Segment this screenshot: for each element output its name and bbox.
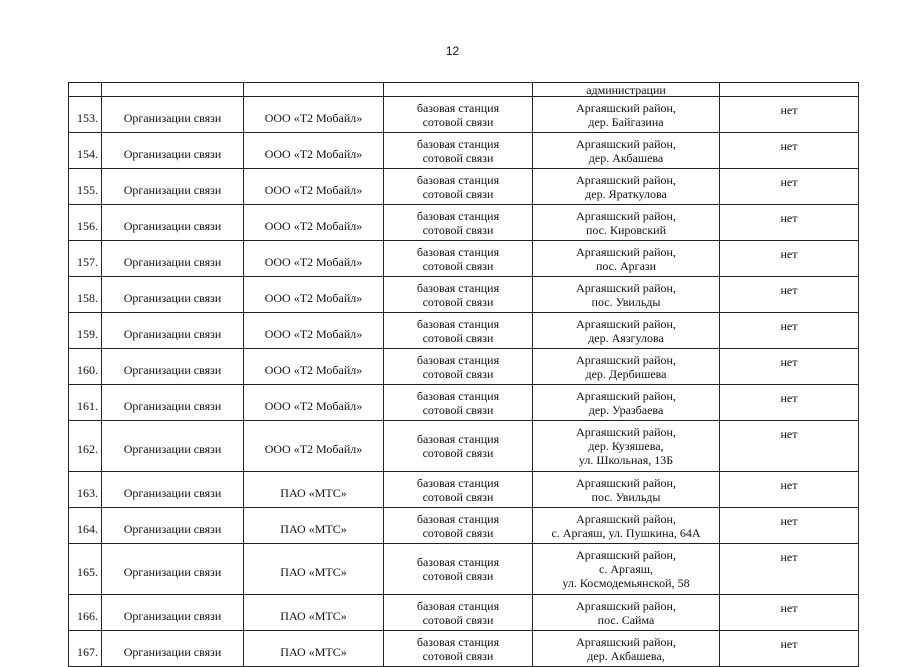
address-cell-line: Аргаяшский район, [576, 511, 676, 526]
row-number: 160. [69, 349, 102, 385]
table-row [69, 169, 859, 205]
row-number: 167. [69, 631, 102, 667]
address-cell-line: ул. Школьная, 13Б [578, 453, 674, 467]
object-cell-line: базовая станция [416, 598, 500, 613]
company-cell: ООО «Т2 Мобайл» [244, 313, 384, 349]
company-cell: ООО «Т2 Мобайл» [244, 133, 384, 169]
object-cell-line: базовая станция [416, 280, 500, 295]
address-cell-line: дер. Дербишева [585, 366, 667, 381]
row-number: 164. [69, 508, 102, 544]
object-cell [384, 631, 533, 667]
company-cell: ООО «Т2 Мобайл» [244, 349, 384, 385]
cell-empty [244, 83, 384, 97]
address-cell [533, 472, 720, 508]
object-cell [384, 508, 533, 544]
table-row [69, 631, 859, 667]
company-cell: ООО «Т2 Мобайл» [244, 277, 384, 313]
row-number: 154. [69, 133, 102, 169]
category-cell: Организации связи [102, 277, 244, 313]
flag-cell: нет [720, 421, 859, 472]
object-cell-line: базовая станция [416, 172, 500, 187]
object-cell-line: базовая станция [416, 432, 500, 446]
address-cell [533, 421, 720, 472]
object-cell-line: базовая станция [416, 136, 500, 151]
company-cell: ООО «Т2 Мобайл» [244, 385, 384, 421]
table-row [69, 313, 859, 349]
address-cell-line: пос. Кировский [585, 222, 667, 237]
object-cell-line: базовая станция [416, 100, 500, 115]
address-cell [533, 313, 720, 349]
object-cell-line: сотовой связи [422, 258, 494, 273]
address-cell-line: Аргаяшский район, [576, 352, 676, 367]
category-cell: Организации связи [102, 169, 244, 205]
flag-cell: нет [720, 595, 859, 631]
object-cell-line: сотовой связи [422, 525, 494, 540]
flag-cell: нет [720, 205, 859, 241]
address-cell-line: Аргаяшский район, [576, 100, 676, 115]
company-cell: ООО «Т2 Мобайл» [244, 421, 384, 472]
category-cell: Организации связи [102, 385, 244, 421]
address-cell [533, 349, 720, 385]
row-number: 155. [69, 169, 102, 205]
object-cell-line: сотовой связи [422, 446, 494, 460]
object-cell [384, 595, 533, 631]
address-cell [533, 544, 720, 595]
table-row [69, 349, 859, 385]
address-cell-line: пос. Увильды [591, 294, 661, 309]
category-cell: Организации связи [102, 631, 244, 667]
address-cell-line: Аргаяшский район, [576, 548, 676, 562]
object-cell-line: базовая станция [416, 316, 500, 331]
flag-cell: нет [720, 472, 859, 508]
address-cell-line: Аргаяшский район, [576, 388, 676, 403]
flag-cell: нет [720, 97, 859, 133]
flag-cell: нет [720, 241, 859, 277]
cell-empty [102, 83, 244, 97]
object-cell-line: сотовой связи [422, 294, 494, 309]
address-cell-line: дер. Акбашева, [587, 648, 665, 663]
table-row [69, 241, 859, 277]
company-cell: ПАО «МТС» [244, 508, 384, 544]
object-cell-line: базовая станция [416, 352, 500, 367]
address-cell [533, 385, 720, 421]
object-cell-line: базовая станция [416, 208, 500, 223]
company-cell: ООО «Т2 Мобайл» [244, 169, 384, 205]
address-cell-line: с. Аргаяш, ул. Пушкина, 64А [551, 525, 701, 540]
address-cell-line: дер. Акбашева [588, 150, 664, 165]
address-cell [533, 595, 720, 631]
cell-empty [720, 83, 859, 97]
object-cell [384, 97, 533, 133]
object-cell-line: сотовой связи [422, 612, 494, 627]
row-number: 158. [69, 277, 102, 313]
object-cell [384, 385, 533, 421]
table-row [69, 133, 859, 169]
object-cell-line: сотовой связи [422, 114, 494, 129]
address-cell-line: Аргаяшский район, [576, 425, 676, 439]
row-number: 159. [69, 313, 102, 349]
address-cell-line: пос. Аргази [595, 258, 657, 273]
flag-cell: нет [720, 544, 859, 595]
flag-cell: нет [720, 169, 859, 205]
row-number: 153. [69, 97, 102, 133]
object-cell-line: сотовой связи [422, 569, 494, 583]
object-cell-line: сотовой связи [422, 489, 494, 504]
table-row [69, 595, 859, 631]
table-row [69, 385, 859, 421]
row-number: 166. [69, 595, 102, 631]
cell-empty [69, 83, 102, 97]
object-cell-line: базовая станция [416, 388, 500, 403]
address-cell-line: Аргаяшский район, [576, 280, 676, 295]
address-cell-line: Аргаяшский район, [576, 208, 676, 223]
page-number: 12 [445, 44, 460, 58]
row-number: 156. [69, 205, 102, 241]
object-cell-line: сотовой связи [422, 402, 494, 417]
table-row [69, 205, 859, 241]
category-cell: Организации связи [102, 97, 244, 133]
flag-cell: нет [720, 277, 859, 313]
company-cell: ПАО «МТС» [244, 631, 384, 667]
address-cell-line: пос. Увильды [591, 489, 661, 504]
row-number: 165. [69, 544, 102, 595]
object-cell [384, 421, 533, 472]
address-cell [533, 97, 720, 133]
object-cell [384, 277, 533, 313]
address-cell-line: Аргаяшский район, [576, 136, 676, 151]
object-cell-line: сотовой связи [422, 186, 494, 201]
address-cell-line: Аргаяшский район, [576, 634, 676, 649]
category-cell: Организации связи [102, 508, 244, 544]
registry-table [68, 82, 859, 667]
object-cell [384, 205, 533, 241]
address-cell [533, 169, 720, 205]
object-cell [384, 169, 533, 205]
address-cell [533, 277, 720, 313]
address-cell-line: дер. Байгазина [588, 114, 664, 129]
address-cell-line: дер. Кузяшева, [588, 439, 664, 453]
address-cell-line: Аргаяшский район, [576, 316, 676, 331]
table-row [69, 97, 859, 133]
table-row [69, 544, 859, 595]
object-cell-line: базовая станция [416, 555, 500, 569]
category-cell: Организации связи [102, 544, 244, 595]
category-cell: Организации связи [102, 133, 244, 169]
flag-cell: нет [720, 385, 859, 421]
category-cell: Организации связи [102, 313, 244, 349]
company-cell: ПАО «МТС» [244, 595, 384, 631]
category-cell: Организации связи [102, 421, 244, 472]
company-cell: ООО «Т2 Мобайл» [244, 97, 384, 133]
object-cell-line: сотовой связи [422, 150, 494, 165]
object-cell [384, 133, 533, 169]
object-cell [384, 472, 533, 508]
row-number: 162. [69, 421, 102, 472]
row-number: 161. [69, 385, 102, 421]
category-cell: Организации связи [102, 241, 244, 277]
category-cell: Организации связи [102, 349, 244, 385]
object-cell-line: базовая станция [416, 634, 500, 649]
object-cell-line: сотовой связи [422, 648, 494, 663]
company-cell: ПАО «МТС» [244, 544, 384, 595]
object-cell [384, 241, 533, 277]
category-cell: Организации связи [102, 595, 244, 631]
address-cell [533, 631, 720, 667]
object-cell-line: базовая станция [416, 475, 500, 490]
address-cell [533, 241, 720, 277]
address-continuation: администрации [533, 83, 720, 97]
company-cell: ООО «Т2 Мобайл» [244, 205, 384, 241]
continuation-row [69, 83, 859, 97]
row-number: 163. [69, 472, 102, 508]
address-cell-line: Аргаяшский район, [576, 172, 676, 187]
address-cell [533, 508, 720, 544]
cell-empty [384, 83, 533, 97]
address-cell-line: дер. Яраткулова [585, 186, 667, 201]
object-cell [384, 349, 533, 385]
row-number: 157. [69, 241, 102, 277]
address-cell-line: дер. Уразбаева [588, 402, 664, 417]
object-cell-line: сотовой связи [422, 222, 494, 237]
flag-cell: нет [720, 349, 859, 385]
table-row [69, 421, 859, 472]
address-cell-line: Аргаяшский район, [576, 475, 676, 490]
address-cell-line: пос. Сайма [597, 612, 655, 627]
registry-table-body [69, 83, 859, 667]
category-cell: Организации связи [102, 472, 244, 508]
table-row [69, 277, 859, 313]
address-cell-line: Аргаяшский район, [576, 598, 676, 613]
table-row [69, 508, 859, 544]
flag-cell: нет [720, 508, 859, 544]
address-cell-line: ул. Космодемьянской, 58 [562, 576, 690, 590]
object-cell [384, 313, 533, 349]
object-cell-line: сотовой связи [422, 366, 494, 381]
object-cell [384, 544, 533, 595]
object-cell-line: сотовой связи [422, 330, 494, 345]
company-cell: ПАО «МТС» [244, 472, 384, 508]
address-cell [533, 205, 720, 241]
flag-cell: нет [720, 133, 859, 169]
address-cell-line: дер. Аязгулова [588, 330, 664, 345]
address-cell-line: с. Аргаяш, [599, 562, 653, 576]
address-cell [533, 133, 720, 169]
object-cell-line: базовая станция [416, 511, 500, 526]
table-row [69, 472, 859, 508]
flag-cell: нет [720, 313, 859, 349]
flag-cell: нет [720, 631, 859, 667]
category-cell: Организации связи [102, 205, 244, 241]
company-cell: ООО «Т2 Мобайл» [244, 241, 384, 277]
object-cell-line: базовая станция [416, 244, 500, 259]
address-cell-line: Аргаяшский район, [576, 244, 676, 259]
